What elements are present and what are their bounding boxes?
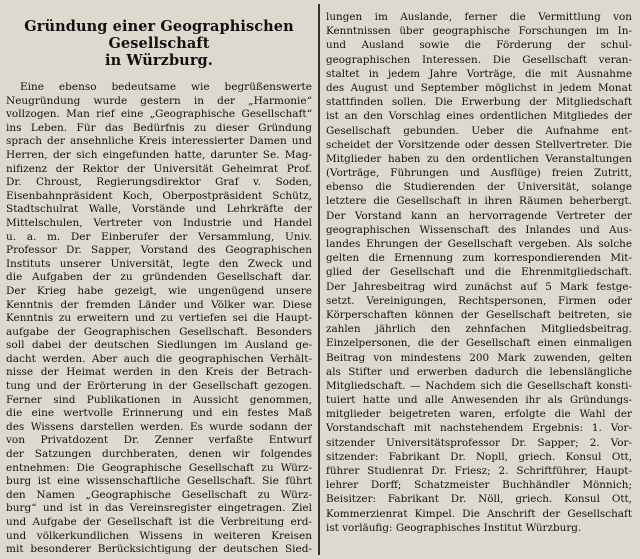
left-column [6,10,312,557]
left-column-body [6,81,312,557]
text-line: burg ist eine wissenschaftliche Gesellschaft. Sie führt [6,475,312,488]
text-line: geographischen Wissenschaft des Inlandes und Aus- [326,223,632,236]
text-line: Kenntnis zu erweitern und zu vertiefen sei die Haupt- [6,312,312,325]
text-line: staltet in jedem Jahre Vorträge, die mit Ausnahme [326,67,632,80]
text-line: aufgabe der Geographischen Gesellschaft. Besonders [6,325,312,338]
text-line: die Aufgaben der zu gründenden Gesellschaft dar. [6,271,312,284]
text-line: burg“ und ist in das Vereinsregister eingetragen. Ziel [6,502,312,515]
text-line: setzt. Vereinigungen, Rechtspersonen, Firmen oder [326,294,632,307]
text-line: Beitrag von mindestens 200 Mark zuwenden, gelten [326,351,632,364]
text-line: ins Leben. Für das Bedürfnis zu dieser Gründung [6,121,312,134]
text-line: zahlen jährlich den zehnfachen Mitgliedsbeitrag. [326,323,632,336]
text-line: sitzender Universitätsprofessor Dr. Sapper; 2. Vor- [326,436,632,449]
text-line: und völkerkundlichen Wissens in weiteren Kreisen [6,529,312,542]
text-line: letztere die Gesellschaft in ihren Räumen beherbergt. [326,195,632,208]
text-line: Mittelschulen, Vertreter von Industrie und Handel [6,216,312,229]
text-line: lehrer Dorff; Schatzmeister Buchhändler Mönnich; [326,479,632,492]
text-line: Vorstandschaft mit nachstehendem Ergebnis: 1. Vor- [326,422,632,435]
text-line: und Aufgabe der Gesellschaft ist die Verbreitung erd- [6,516,312,528]
text-line: glied der Gesellschaft und die Ehrenmitgliedschaft. [326,266,632,279]
text-line: soll dabei der deutschen Siedlungen im Ausland ge- [6,339,312,352]
text-line: mitglieder beigetreten waren, erfolgte die Wahl der [326,408,632,421]
text-line: Stadtschulrat Walle, Vorstände und Lehrkräfte der [6,203,312,216]
text-line: lungen im Auslande, ferner die Vermittlung von [326,11,632,23]
text-line: geographischen Interessen. Die Gesellschaft veran- [326,53,632,66]
text-line: von Privatdozent Dr. Zenner verfaßte Entwurf [6,434,312,447]
right-column-body [326,10,632,535]
text-line: Dr. Chroust, Regierungsdirektor Graf v. Soden, [6,176,312,189]
text-line: tung und der Erörterung in der Gesellschaft gezogen. [6,380,312,393]
text-line: Der Jahresbeitrag wird zunächst auf 5 Mark festge- [326,280,632,293]
right-column [326,10,632,535]
text-line: des August und September möglichst in jedem Monat [326,81,632,94]
headline-line: in Würzburg. [105,52,213,69]
text-line: dacht werden. Aber auch die geographischen Verhält- [6,352,312,365]
text-line: des Wissens darstellen werden. Es wurde sodann der [6,420,312,433]
text-line: scheidet der Vorsitzende oder dessen Stellvertreter. Die [326,138,632,151]
text-line: sprach der ansehnliche Kreis interessierter Damen und [6,135,312,148]
text-line: ebenso die Studierenden der Universität, solange [326,181,632,194]
text-line: Eine ebenso bedeutsame wie begrüßenswerte [20,81,312,93]
text-line: der Satzungen durchberaten, denen wir folgendes [6,448,312,461]
text-line: Beisitzer: Fabrikant Dr. Nöll, griech. Konsul Ott, [326,493,632,506]
text-line: Ferner sind Publikationen in Aussicht genommen, [6,393,312,406]
text-line: die eine wertvolle Erinnerung und ein festes Maß [6,407,312,420]
text-line: stattfinden sollen. Die Erwerbung der Mitgliedschaft [326,96,632,109]
text-line: Neugründung wurde gestern in der „Harmonie“ [6,94,312,107]
text-line: Instituts unserer Universität, legte den Zweck und [6,257,312,270]
text-line: Einzelpersonen, die der Gesellschaft einen einmaligen [326,337,632,350]
text-line: und Ausland sowie die Förderung der schul- [326,39,632,52]
text-line: Kenntnis der fremden Länder und Völker war. Diese [6,298,312,311]
text-line: den Namen „Geographische Gesellschaft zu Würz- [6,488,312,501]
text-line: Kommerzienrat Kimpel. Die Anschrift der Gesellschaft [326,507,632,520]
article-headline [6,18,312,69]
text-line: nisse der Heimat werden in den Kreis der Betrach- [6,366,312,379]
text-line: Mitglieder haben zu den ordentlichen Veranstaltungen [326,152,632,165]
headline-line: Gründung einer Geographischen Gesellschaft [24,18,294,52]
text-line: Professor Dr. Sapper, Vorstand des Geographischen [6,244,312,257]
text-line: ist vorläufig: Geographisches Institut Würzburg. [326,521,582,534]
text-line: Eisenbahnpräsident Koch, Oberpostpräsident Schütz, [6,189,312,202]
column-divider [318,4,320,555]
text-line: tuiert hatte und alle Anwesenden ihr als Gründungs- [326,394,632,407]
text-line: Mitgliedschaft. — Nachdem sich die Gesellschaft konsti- [326,379,632,392]
text-line: gelten die Ernennung zum korrespondierenden Mit- [326,252,632,265]
text-line: (Vorträge, Führungen und Ausflüge) freien Zutritt, [326,167,632,180]
text-line: landes Ehrungen der Gesellschaft vergeben. Als solche [326,238,632,250]
text-line: Kenntnissen über geographische Forschungen im In- [326,25,632,38]
text-line: vollzogen. Man rief eine „Geographische Gesellschaft“ [6,108,312,121]
text-line: entnehmen: Die Geographische Gesellschaft zu Würz- [6,461,312,474]
text-line: Der Vorstand kann an hervorragende Vertreter der [326,209,632,222]
text-line: mit besonderer Berücksichtigung der deutschen Sied- [6,543,312,556]
text-line: Herren, der sich eingefunden hatte, darunter Se. Mag- [6,148,312,161]
text-line: führer Studienrat Dr. Friesz; 2. Schriftführer, Haupt- [326,465,632,477]
text-line: u. a. m. Der Einberufer der Versammlung, Univ. [6,230,312,243]
text-line: nifizenz der Rektor der Universität Geheimrat Prof. [6,162,312,175]
text-line: Der Krieg habe gezeigt, wie ungenügend unsere [6,284,312,297]
text-line: Körperschaften können der Gesellschaft beitreten, sie [326,308,632,321]
text-line: sitzender: Fabrikant Dr. Nopll, griech. Konsul Ott, [326,450,632,463]
text-line: Gesellschaft gebunden. Ueber die Aufnahme ent- [326,124,632,137]
text-line: ist an den Vorschlag eines ordentlichen Mitgliedes der [326,110,632,123]
text-line: als Stifter und erwerben dadurch die lebenslängliche [326,365,632,378]
